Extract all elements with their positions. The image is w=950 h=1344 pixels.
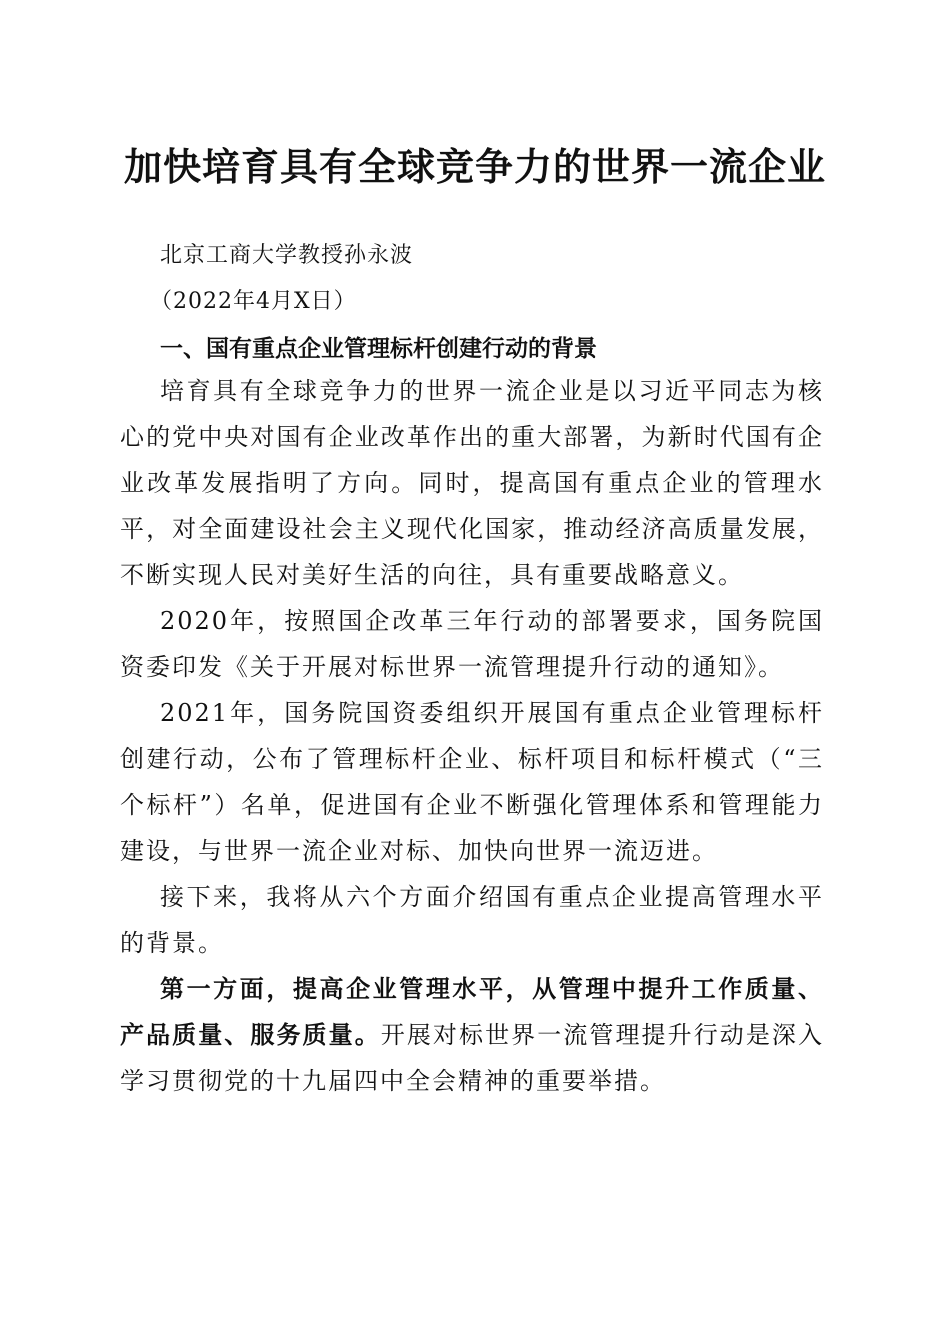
paragraph: 接下来，我将从六个方面介绍国有重点企业提高管理水平的背景。 <box>120 883 824 957</box>
paragraph: 2021年，国务院国资委组织开展国有重点企业管理标杆创建行动，公布了管理标杆企业、标杆项目和标杆模式（“三个标杆”）名单，促进国有企业不断强化管理体系和管理能力建设，与世界一流企业对标、加快向世界一流迈进。 <box>120 699 824 865</box>
section-heading: 一、国有重点企业管理标杆创建行动的背景 <box>160 336 597 362</box>
body-text <box>120 368 824 1104</box>
paragraph: 培育具有全球竞争力的世界一流企业是以习近平同志为核心的党中央对国有企业改革作出的重大部署，为新时代国有企业改革发展指明了方向。同时，提高国有重点企业的管理水平，对全面建设社会主义现代化国家，推动经济高质量发展，不断实现人民对美好生活的向往，具有重要战略意义。 <box>120 377 824 589</box>
author-line: 北京工商大学教授孙永波 <box>160 243 414 268</box>
paragraph-rest: 开展对标世界一流管理提升行动是深入学习贯彻党的十九届四中全会精神的重要举措。 <box>120 1021 825 1095</box>
paragraph-lead: 第一方面，提高企业管理水平，从管理中提升工作质量、产品质量、服务质量。 <box>120 974 824 1049</box>
paragraph: 2020年，按照国企改革三年行动的部署要求，国务院国资委印发《关于开展对标世界一流管理提升行动的通知》。 <box>120 607 824 681</box>
date-line: （2022年4月X日） <box>150 289 357 314</box>
paragraph <box>120 966 824 1104</box>
document-title: 加快培育具有全球竞争力的世界一流企业 <box>123 144 826 189</box>
